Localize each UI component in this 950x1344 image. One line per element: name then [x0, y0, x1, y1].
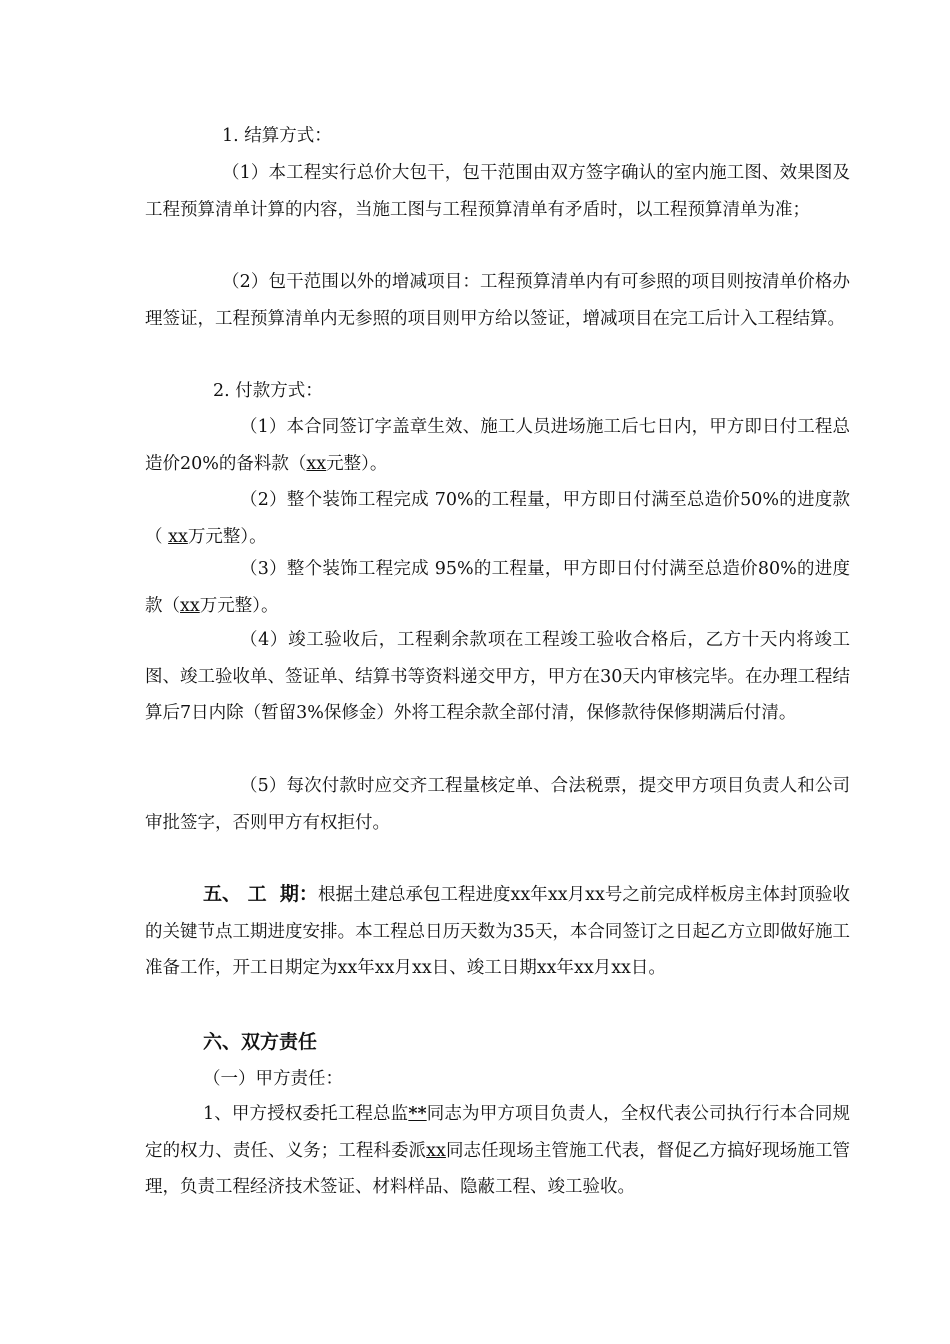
construction-period-heading: 五、 工 期： [203, 883, 318, 905]
party-a-item-1-person: ** [408, 1104, 427, 1124]
payment-item-2 [145, 482, 850, 555]
party-a-subheading: （一）甲方责任： [203, 1069, 343, 1089]
payment-item-5: （5）每次付款时应交齐工程量核定单、合法税票，提交甲方项目负责人和公司审批签字，否则甲方有权拒付。 [145, 776, 850, 833]
payment-item-3 [145, 551, 850, 624]
payment-item-2-amount: xx [168, 526, 188, 547]
settlement-item-1: （1）本工程实行总价大包干，包干范围由双方签字确认的室内施工图、效果图及工程预算清单计算的内容，当施工图与工程预算清单有矛盾时，以工程预算清单为准； [145, 163, 850, 220]
payment-item-4: （4）竣工验收后，工程剩余款项在工程竣工验收合格后，乙方十天内将竣工图、竣工验收单、签证单、结算书等资料递交甲方，甲方在30天内审核完毕。在办理工程结算后7日内除（暂留3%保修金）外将工程余款全部付清，保修款待保修期满后付清。 [145, 630, 850, 723]
payment-title: 2. 付款方式： [213, 381, 323, 401]
party-a-item-1-text-b: 同志为甲方项目负责人，全权代表公司执行行本合同规定的权力、责任、义务；工程科委派 [145, 1104, 851, 1161]
payment-item-3-text-a: （3）整个装饰工程完成 95%的工程量，甲方即日付付满至总造价80%的进度款（ [145, 559, 850, 616]
party-a-item-1-text-c: 同志任现场主管施工代表，督促乙方搞好现场施工管理，负责工程经济技术签证、材料样品、隐蔽工程、竣工验收。 [145, 1140, 851, 1197]
settlement-item-2: （2）包干范围以外的增减项目：工程预算清单内有可参照的项目则按清单价格办理签证，工程预算清单内无参照的项目则甲方给以签证，增减项目在完工后计入工程结算。 [145, 272, 850, 329]
payment-item-2-text-b: 万元整）。 [187, 526, 267, 547]
construction-period [145, 876, 850, 987]
construction-period-body: 根据土建总承包工程进度xx年xx月xx号之前完成样板房主体封顶验收的关键节点工期进度安排。本工程总日历天数为35天，本合同签订之日起乙方立即做好施工准备工作，开工日期定为xx年xx月xx日、竣工日期xx年xx月xx日。 [145, 885, 850, 978]
payment-item-3-text-b: 万元整）。 [199, 595, 279, 616]
responsibilities-heading: 六、双方责任 [203, 1031, 318, 1053]
payment-item-1-text-a: （1）本合同签订字盖章生效、施工人员进场施工后七日内，甲方即日付工程总造价20%的备料款（ [145, 417, 850, 474]
payment-item-1-text-b: 元整）。 [326, 453, 388, 474]
settlement-title: 1. 结算方式： [222, 126, 332, 146]
payment-item-2-text-a: （2）整个装饰工程完成 70%的工程量，甲方即日付满至总造价50%的进度款（ [145, 490, 850, 547]
payment-item-1 [145, 409, 850, 482]
party-a-item-1-text-a: 1、甲方授权委托工程总监 [203, 1104, 409, 1124]
payment-item-3-amount: xx [180, 595, 200, 616]
payment-item-1-amount: xx [306, 453, 327, 474]
party-a-item-1 [145, 1096, 850, 1206]
party-a-item-1-representative: xx [426, 1140, 446, 1161]
